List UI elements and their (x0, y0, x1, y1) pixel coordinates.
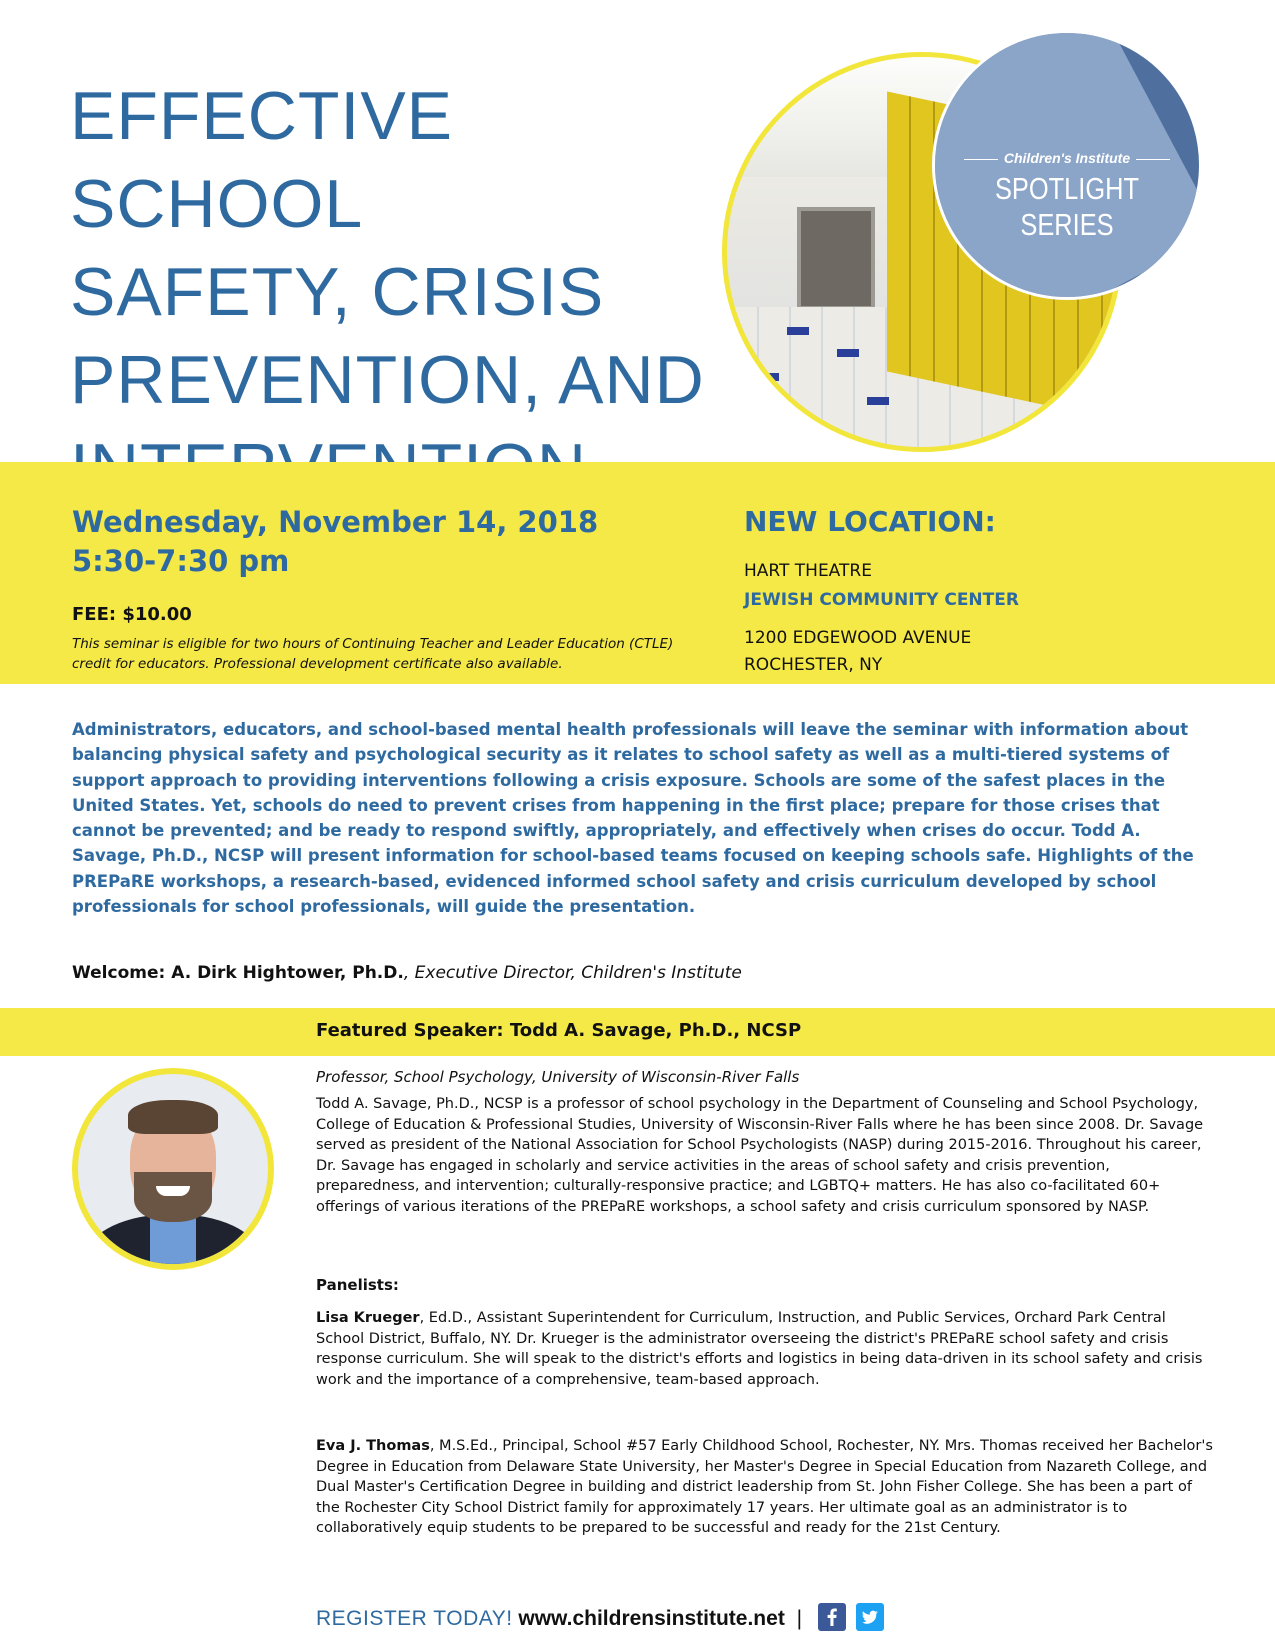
register-cta[interactable]: REGISTER TODAY! (316, 1607, 513, 1630)
photo-doorway (797, 207, 875, 310)
portrait-smile (156, 1186, 190, 1196)
title-line: SAFETY, CRISIS (70, 254, 605, 330)
title-line: EFFECTIVE SCHOOL (70, 78, 454, 242)
panelist-description: , Ed.D., Assistant Superintendent for Curriculum, Instruction, and Public Services, Orchard Park Central School District, Buffalo, NY. Dr. Krueger is the administrator overseeing the district's PREPaRE school safety and crisis response curriculum. She will speak to the district's efforts and logistics in being data-driven in its school safety and crisis work and the importance of a comprehensive, team-based approach. (316, 1310, 1203, 1388)
event-time: 5:30-7:30 pm (72, 544, 290, 578)
event-date: Wednesday, November 14, 2018 (72, 505, 599, 539)
footer (316, 1603, 884, 1631)
location-heading: NEW LOCATION: (744, 505, 996, 538)
badge-org-name: Children's Institute (935, 150, 1199, 166)
welcome-line (72, 963, 742, 983)
speaker-role: Professor, School Psychology, University of Wisconsin-River Falls (316, 1068, 800, 1086)
event-fee: FEE: $10.00 (72, 604, 192, 625)
footer-separator: | (796, 1607, 803, 1630)
portrait-shirt (150, 1214, 196, 1270)
credit-note: This seminar is eligible for two hours of Continuing Teacher and Leader Education (CTLE) credit for educators. Professional development certificate also available. (72, 636, 674, 672)
panelist-name: Eva J. Thomas (316, 1438, 430, 1454)
panelist-description: , M.S.Ed., Principal, School #57 Early Childhood School, Rochester, NY. Mrs. Thomas received her Bachelor's Degree in Education from Delaware State University, her Master's Degree in Special Education from Nazareth College, and Dual Master's Certification Degree in building and district leadership from St. John Fisher College. She has been a part of the Rochester City School District family for approximately 17 years. Her ultimate goal as an administrator is to collaboratively equip students to be prepared to be successful and ready for the 21st Century. (316, 1438, 1213, 1537)
facebook-icon[interactable] (818, 1603, 846, 1631)
welcome-label: Welcome: A. Dirk Hightower, Ph.D. (72, 963, 404, 983)
location-venue: HART THEATRE (744, 561, 872, 581)
panelist-entry (316, 1436, 1216, 1539)
speaker-portrait (72, 1068, 274, 1270)
location-center: JEWISH COMMUNITY CENTER (744, 590, 1019, 610)
website-link[interactable]: www.childrensinstitute.net (518, 1607, 785, 1630)
welcome-title: , Executive Director, Children's Institute (403, 963, 742, 983)
panelists-heading: Panelists: (316, 1276, 399, 1294)
portrait-hair (128, 1100, 218, 1134)
panelist-entry (316, 1308, 1216, 1390)
title-line: PREVENTION, AND (70, 342, 705, 418)
panelist-name: Lisa Krueger (316, 1310, 420, 1326)
seminar-summary: Administrators, educators, and school-based mental health professionals will leave the seminar with information about balancing physical safety and psychological security as it relates to school safety as well as a multi-tiered systems of support approach to providing interventions following a crisis exposure. Schools are some of the safest places in the United States. Yet, schools do need to prevent crises from happening in the first place; prepare for those crises that cannot be prevented; and be ready to respond swiftly, appropriately, and effectively when crises do occur. Todd A. Savage, Ph.D., NCSP will present information for school-based teams focused on keeping schools safe. Highlights of the PREPaRE workshops, a research-based, evidenced informed school safety and crisis curriculum developed by school professionals for school professionals, will guide the presentation. (72, 720, 1194, 917)
spotlight-series-badge (932, 30, 1202, 300)
twitter-icon[interactable] (856, 1603, 884, 1631)
featured-speaker-heading: Featured Speaker: Todd A. Savage, Ph.D., NCSP (316, 1020, 802, 1041)
badge-series-name: SPOTLIGHT SERIES (994, 171, 1140, 242)
location-street: 1200 EDGEWOOD AVENUE (744, 628, 972, 648)
speaker-bio: Todd A. Savage, Ph.D., NCSP is a professor of school psychology in the Department of Counseling and School Psychology, College of Education & Professional Studies, University of Wisconsin-River Falls where he has been since 2008. Dr. Savage served as president of the National Association for School Psychologists (NASP) during 2015-2016. Throughout his career, Dr. Savage has engaged in scholarly and service activities in the areas of school safety and crisis prevention, preparedness, and intervention; culturally-responsive practice; and LGBTQ+ matters. He has also co-facilitated 60+ offerings of various iterations of the PREPaRE workshops, a school safety and crisis curriculum sponsored by NASP. (316, 1096, 1204, 1215)
page-title (70, 72, 750, 512)
portrait-beard (134, 1172, 212, 1222)
location-city: ROCHESTER, NY (744, 655, 883, 675)
